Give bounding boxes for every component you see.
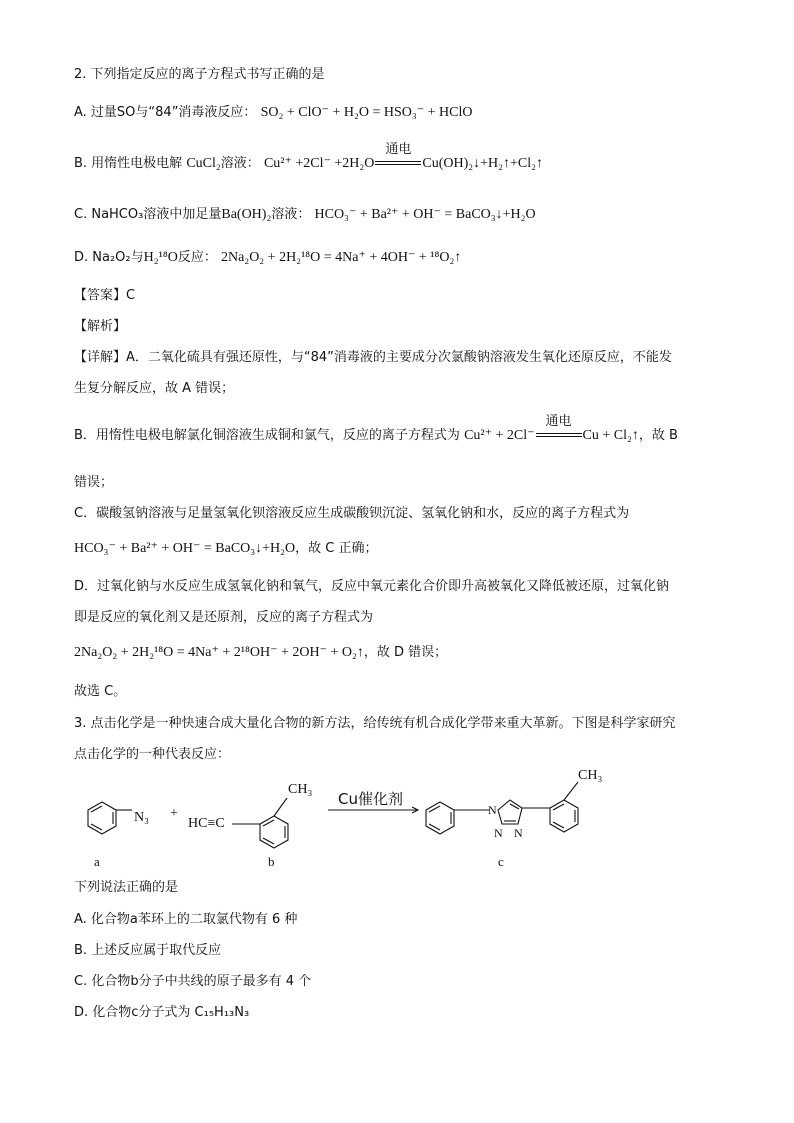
reaction-scheme [70, 768, 730, 878]
detail-c-line2 [74, 540, 378, 558]
catalyst-label: Cu催化剂 [338, 790, 403, 808]
q2-b-eq-right: Cu(OH)₂↓+H₂↑+Cl₂↑ [422, 156, 544, 171]
answer-value: C [126, 288, 136, 303]
compound-a-n3: N₃ [134, 810, 149, 825]
reaction-scheme-drawing [70, 768, 730, 878]
compound-a-benzene [88, 802, 132, 834]
label-b: b [268, 854, 275, 869]
detail-b-eq-left: Cu²⁺ + 2Cl⁻ [464, 428, 535, 443]
detail-d-line1: D．过氧化钠与水反应生成氢氧化钠和氧气，反应中氧元素化合价即升高被氧化又降低被还原，过氧化钠 [74, 579, 670, 594]
q2-b-arrow [375, 141, 421, 171]
q2-b-eq-left: Cu²⁺ +2Cl⁻ +2H₂O [263, 156, 375, 171]
q2-stem: 2. 下列指定反应的离子方程式书写正确的是 [74, 67, 325, 82]
q2-option-b [74, 141, 544, 173]
q3-stem-line1: 3. 点击化学是一种快速合成大量化合物的新方法，给传统有机合成化学带来重大革新。下图是科学家研究 [74, 716, 676, 731]
q3-option-b: B. 上述反应属于取代反应 [74, 943, 222, 958]
plus-sign: + [170, 806, 178, 821]
detail-b-tail: ，故 B [638, 428, 678, 443]
detail-a-line2: 生复分解反应，故 A 错误； [74, 381, 235, 396]
q2-option-a [74, 104, 473, 122]
q2-d-water: H₂¹⁸O [143, 250, 178, 265]
q3-option-d: D. 化合物c分子式为 C₁₅H₁₃N₃ [74, 1005, 250, 1020]
ring-n2: N [494, 826, 503, 840]
compound-b-ch3: CH₃ [288, 782, 313, 797]
q2-b-arrow-label: 通电 [385, 141, 412, 157]
q2-d-mid2: 反应： [177, 250, 217, 265]
q2-a-prefix: A. 过量SO [74, 105, 136, 120]
analysis-tag: 【解析】 [74, 319, 127, 334]
q2-c-mid: 溶液中加足量 [143, 207, 222, 222]
q3-option-c: C. 化合物b分子中共线的原子最多有 4 个 [74, 974, 312, 989]
q3-question: 下列说法正确的是 [74, 880, 179, 895]
label-c: c [498, 854, 504, 869]
q2-a-equation: SO₂ + ClO⁻ + H₂O = HSO₃⁻ + HClO [260, 105, 473, 120]
detail-tag: 【详解】 [74, 350, 127, 365]
detail-b-eq-right: Cu + Cl₂↑ [582, 428, 639, 443]
detail-b-arrow-label: 通电 [545, 413, 572, 429]
q2-option-d [74, 249, 461, 267]
q2-d-prefix: D. Na₂O₂ [74, 250, 131, 265]
q2-c-mid2: 溶液： [271, 207, 311, 222]
detail-b-text: B．用惰性电极电解氯化铜溶液生成铜和氯气，反应的离子方程式为 [74, 428, 460, 443]
label-a: a [94, 854, 100, 869]
compound-c-ch3: CH₃ [578, 768, 603, 783]
q3-option-a: A. 化合物a苯环上的二取氯代物有 6 种 [74, 912, 298, 927]
conclusion: 故选 C。 [74, 684, 127, 699]
detail-c-tail: ，故 C 正确； [295, 541, 378, 556]
compound-b-methyl-bond [274, 798, 287, 816]
q2-d-mid: 与 [130, 250, 144, 265]
answer-tag: 【答案】 [74, 288, 127, 303]
q2-a-mid: 与“84”消毒液反应： [135, 105, 257, 120]
compound-b-alkyne: HC≡C [188, 816, 225, 831]
compound-b-ring [232, 798, 288, 848]
ring-n3: N [514, 826, 523, 840]
detail-a-line1 [74, 349, 672, 367]
detail-d-line2: 即是反应的氧化剂又是还原剂，反应的离子方程式为 [74, 610, 374, 625]
detail-b-arrow [536, 413, 582, 443]
detail-d-line3 [74, 644, 447, 662]
q2-c-prefix: C. NaHCO₃ [74, 207, 144, 222]
detail-a-text: A．二氧化硫具有强还原性，与“84”消毒液的主要成分次氯酸钠溶液发生氧化还原反应，不能发 [126, 350, 672, 365]
q2-c-equation: HCO₃⁻ + Ba²⁺ + OH⁻ = BaCO₃↓+H₂O [314, 207, 536, 222]
detail-d-equation: 2Na₂O₂ + 2H₂¹⁸O = 4Na⁺ + 2¹⁸OH⁻ + 2OH⁻ + O₂↑ [74, 645, 364, 660]
detail-d-tail: ，故 D 错误； [363, 645, 448, 660]
detail-b-line2: 错误； [74, 475, 114, 490]
detail-c-equation: HCO₃⁻ + Ba²⁺ + OH⁻ = BaCO₃↓+H₂O [74, 541, 296, 556]
q3-stem-line2: 点击化学的一种代表反应： [74, 747, 231, 762]
q2-b-mid: 溶液： [220, 156, 260, 171]
detail-b-line1 [74, 413, 678, 445]
detail-c-line1: C．碳酸氢钠溶液与足量氢氧化钡溶液反应生成碳酸钡沉淀、氢氧化钠和水，反应的离子方程式为 [74, 506, 630, 521]
q2-d-equation: 2Na₂O₂ + 2H₂¹⁸O = 4Na⁺ + 4OH⁻ + ¹⁸O₂↑ [220, 250, 462, 265]
q2-answer [74, 287, 135, 305]
q2-b-salt: CuCl₂ [186, 156, 221, 171]
q2-c-reagent: Ba(OH)₂ [221, 207, 272, 222]
q2-b-prefix: B. 用惰性电极电解 [74, 156, 183, 171]
ring-n1: N [488, 803, 497, 817]
q2-option-c [74, 206, 536, 224]
